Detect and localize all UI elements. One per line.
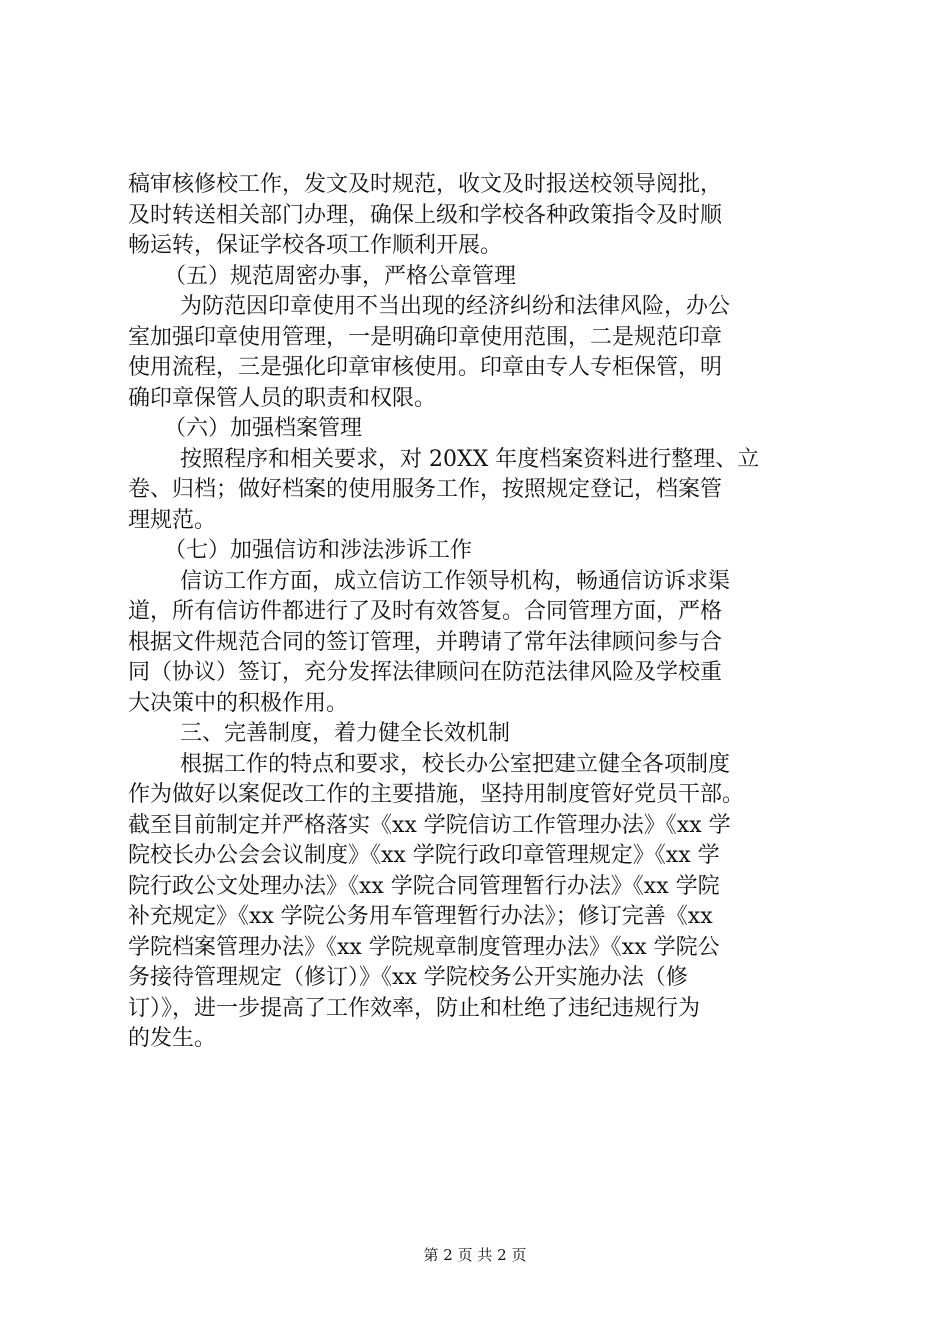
- text-line-17: 同（协议）签订，充分发挥法律顾问在防范法律风险及学校重: [128, 660, 723, 685]
- text-line-12: 理规范。: [128, 507, 217, 533]
- text-line-18: 大决策中的积极作用。: [128, 690, 349, 716]
- text-line-5: 为防范因印章使用不当出现的经济纠纷和法律风险，办公: [180, 294, 731, 319]
- text-line-2: 及时转送相关部门办理，确保上级和学校各种政策指令及时顺: [128, 202, 723, 228]
- section-heading-3: 三、完善制度，着力健全长效机制: [180, 721, 511, 746]
- text-line-14: 信访工作方面，成立信访工作领导机构，畅通信访诉求渠: [180, 568, 731, 594]
- text-line-6: 室加强印章使用管理，一是明确印章使用范围，二是规范印章: [128, 324, 723, 350]
- section-heading-7: （七）加强信访和涉法涉诉工作: [164, 538, 473, 563]
- text-line-1: 稿审核修校工作，发文及时规范，收文及时报送校领导阅批，: [128, 172, 723, 197]
- text-line-22: 截至目前制定并严格落实《xx 学院信访工作管理办法》《xx 学: [128, 812, 731, 838]
- text-line-16: 根据文件规范合同的签订管理，并聘请了常年法律顾问参与合: [128, 629, 723, 655]
- text-line-20: 根据工作的特点和要求，校长办公室把建立健全各项制度: [180, 751, 731, 777]
- text-line-28: 订）》，进一步提高了工作效率，防止和杜绝了违纪违规行为: [128, 995, 701, 1021]
- text-line-25: 补充规定》《xx 学院公务用车管理暂行办法》；修订完善《xx: [128, 904, 713, 929]
- text-line-29: 的发生。: [128, 1026, 217, 1051]
- section-heading-5: （五）规范周密办事，严格公章管理: [164, 263, 517, 289]
- text-line-21: 作为做好以案促改工作的主要措施，坚持用制度管好党员干部。: [128, 782, 745, 807]
- text-line-11: 卷、归档；做好档案的使用服务工作，按照规定登记，档案管: [128, 477, 723, 502]
- text-line-26: 学院档案管理办法》《xx 学院规章制度管理办法》《xx 学院公: [128, 934, 720, 960]
- text-line-23: 院校长办公会会议制度》《xx 学院行政印章管理规定》《xx 学: [128, 843, 720, 868]
- document-body: [128, 170, 828, 1055]
- text-line-15: 道，所有信访件都进行了及时有效答复。合同管理方面，严格: [128, 599, 723, 624]
- text-line-24: 院行政公文处理办法》《xx 学院合同管理暂行办法》《xx 学院: [128, 873, 720, 899]
- text-line-27: 务接待管理规定（修订）》《xx 学院校务公开实施办法（修: [128, 965, 688, 990]
- text-line-8: 确印章保管人员的职责和权限。: [128, 385, 437, 411]
- text-line-10: 按照程序和相关要求，对 20XX 年度档案资料进行整理、立: [180, 446, 760, 472]
- page-number-footer: 第 2 页 共 2 页: [423, 1246, 527, 1264]
- text-line-7: 使用流程，三是强化印章审核使用。印章由专人专柜保管，明: [128, 355, 723, 380]
- text-line-3: 畅运转，保证学校各项工作顺利开展。: [128, 233, 503, 258]
- section-heading-6: （六）加强档案管理: [164, 416, 363, 441]
